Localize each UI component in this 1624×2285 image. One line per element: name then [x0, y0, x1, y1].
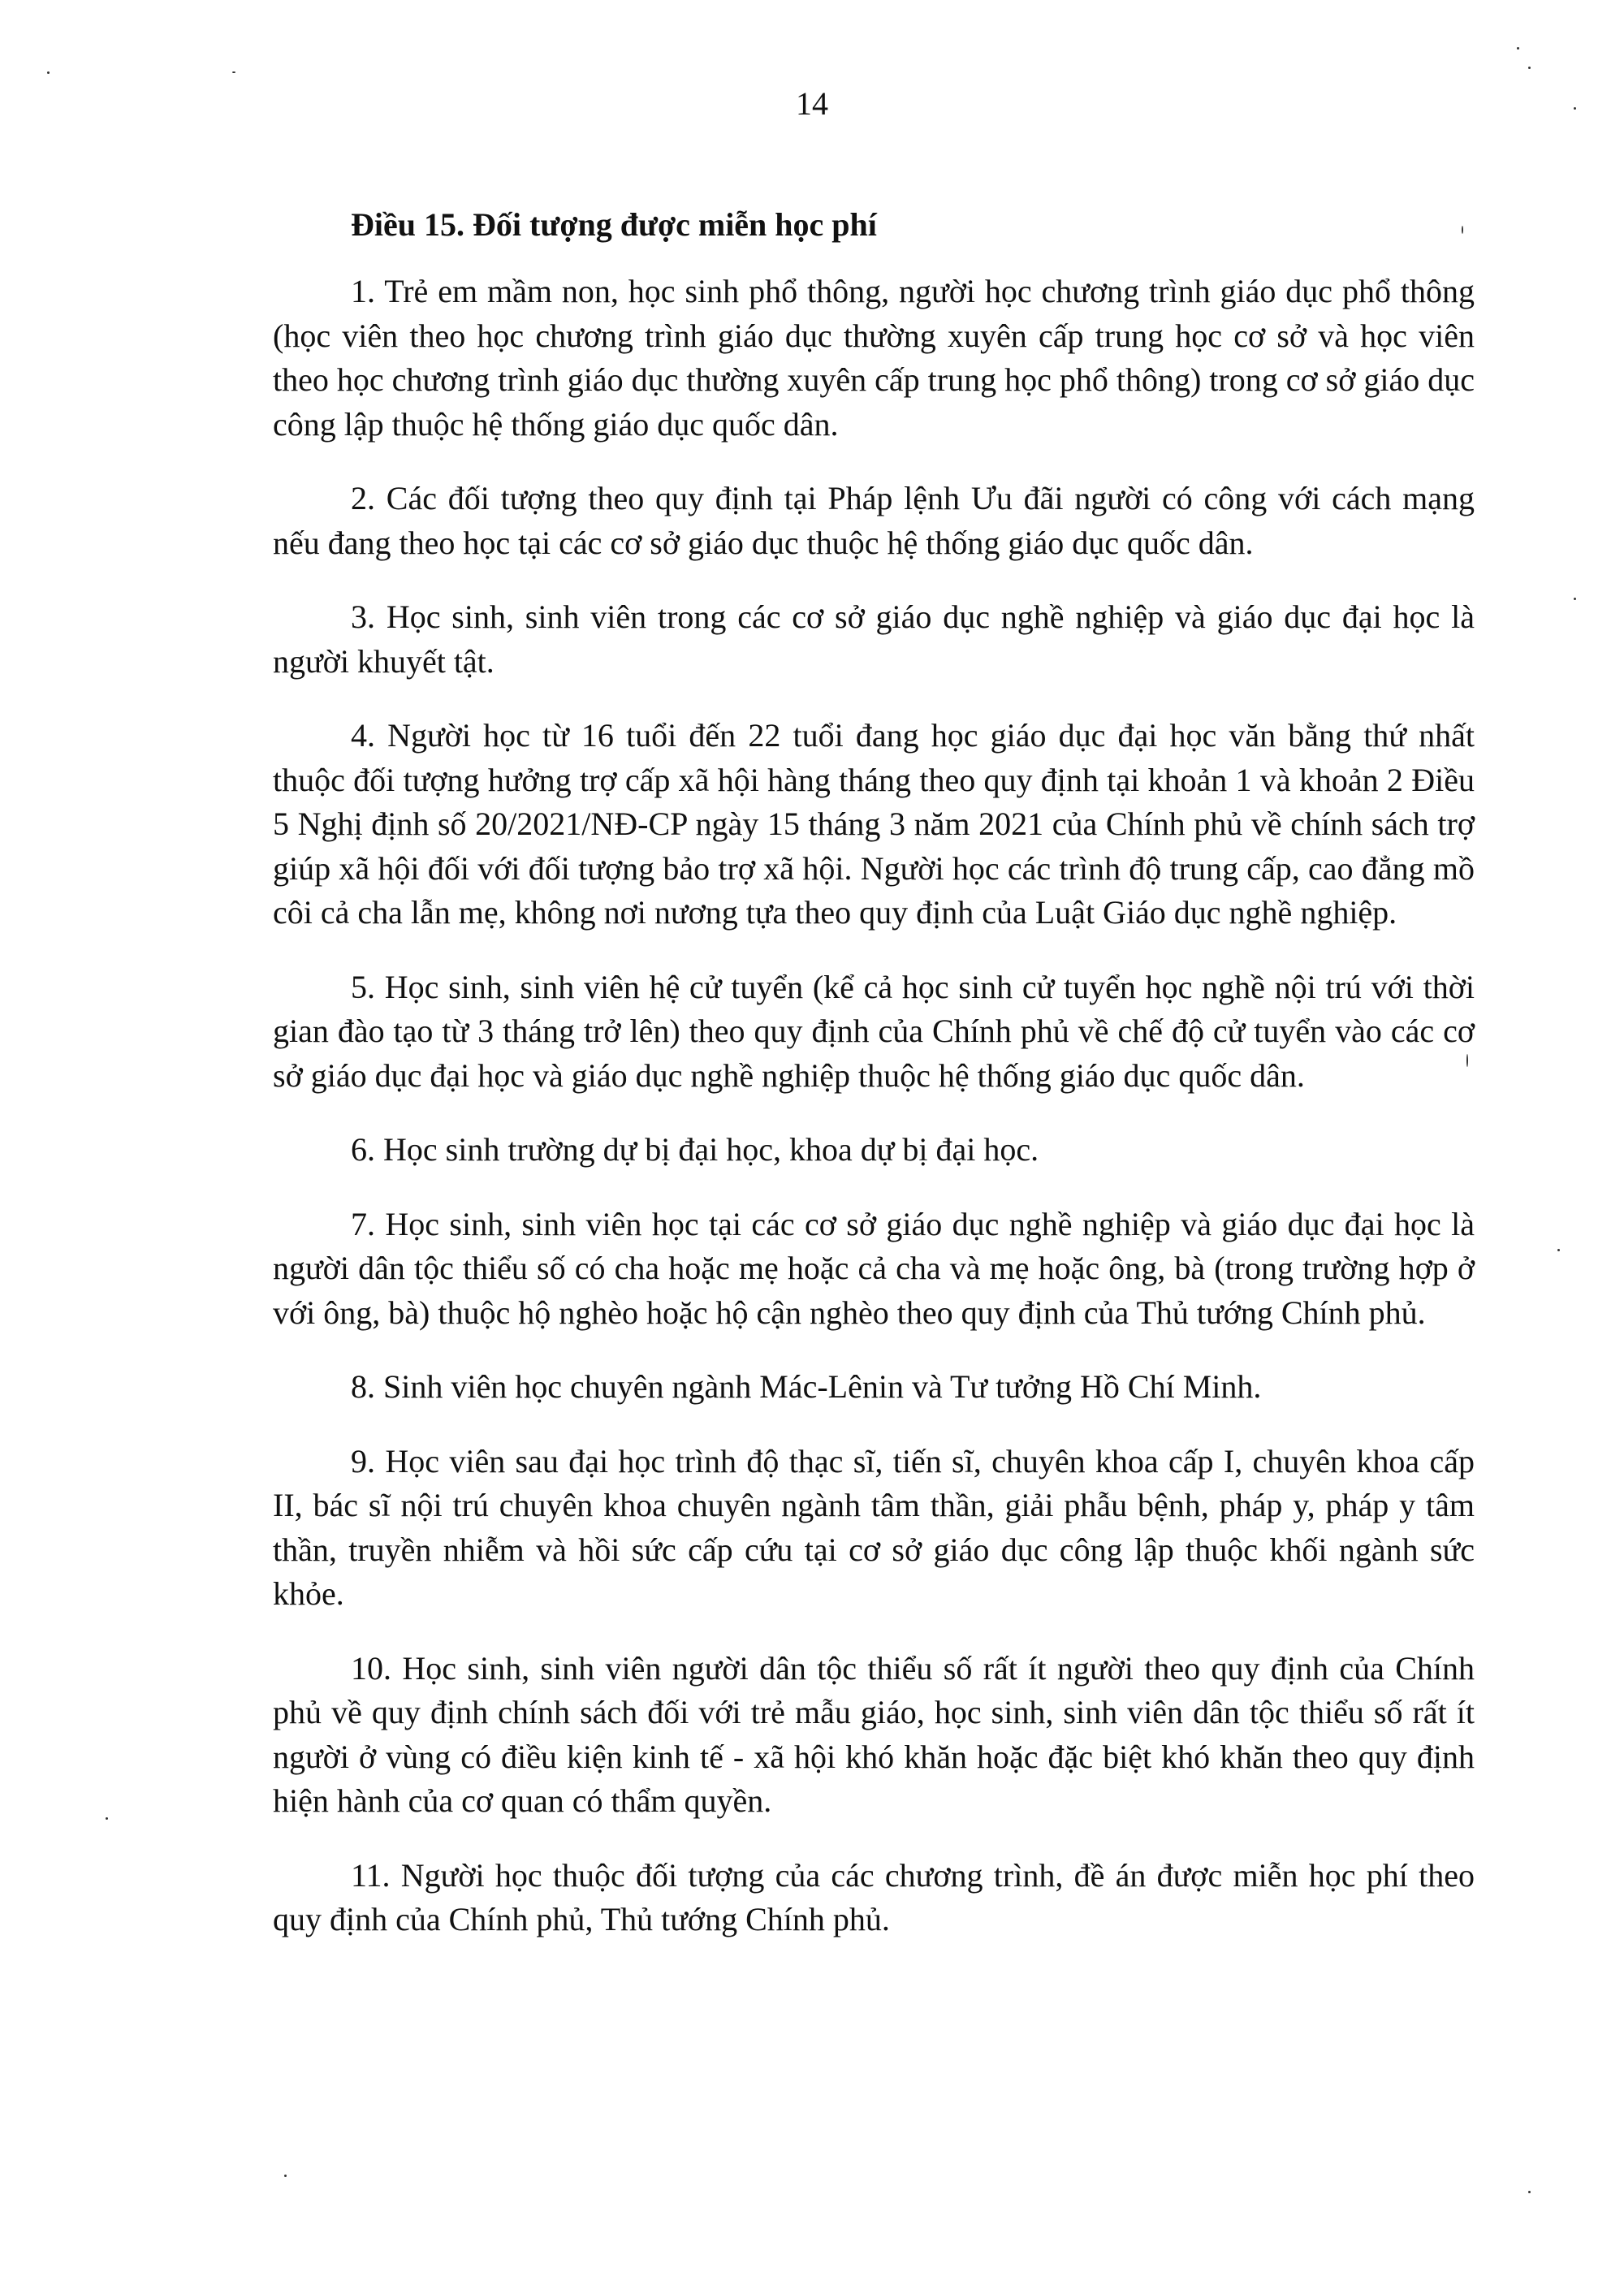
article-title: Điều 15. Đối tượng được miễn học phí — [351, 206, 877, 243]
clause-1: 1. Trẻ em mầm non, học sinh phổ thông, người học chương trình giáo dục phổ thông (học viên theo học chương trình giáo dục thường xuyên cấp trung học cơ sở và học viên theo học chương trình giáo dục thường xuyên cấp trung học phổ thông) trong cơ sở giáo dục công lập thuộc hệ thống giáo dục quốc dân. — [273, 273, 1475, 443]
document-body — [273, 203, 1475, 1972]
clause-2: 2. Các đối tượng theo quy định tại Pháp lệnh Ưu đãi người có công với cách mạng nếu đang theo học tại các cơ sở giáo dục thuộc hệ thống giáo dục quốc dân. — [273, 480, 1475, 561]
scan-speck — [1528, 67, 1531, 69]
scan-speck — [1466, 1054, 1468, 1067]
clause-6: 6. Học sinh trường dự bị đại học, khoa dự bị đại học. — [351, 1131, 1039, 1168]
scan-speck — [1517, 47, 1519, 50]
clause-8: 8. Sinh viên học chuyên ngành Mác-Lênin và Tư tưởng Hồ Chí Minh. — [351, 1368, 1262, 1405]
scan-speck — [1557, 1249, 1560, 1251]
clause-10: 10. Học sinh, sinh viên người dân tộc thiểu số rất ít người theo quy định của Chính phủ về quy định chính sách đối với trẻ mẫu giáo, học sinh, sinh viên dân tộc thiểu số rất ít người ở vùng có điều kiện kinh tế - xã hội khó khăn hoặc đặc biệt khó khăn theo quy định hiện hành của cơ quan có thẩm quyền. — [273, 1649, 1475, 1819]
scan-speck — [47, 71, 50, 74]
scan-speck — [1462, 226, 1463, 234]
clause-3: 3. Học sinh, sinh viên trong các cơ sở giáo dục nghề nghiệp và giáo dục đại học là người khuyết tật. — [273, 598, 1475, 680]
scan-speck — [284, 2175, 287, 2177]
clause-4: 4. Người học từ 16 tuổi đến 22 tuổi đang học giáo dục đại học văn bằng thứ nhất thuộc đối tượng hưởng trợ cấp xã hội hàng tháng theo quy định tại khoản 1 và khoản 2 Điều 5 Nghị định số 20/2021/NĐ-CP ngày 15 tháng 3 năm 2021 của Chính phủ về chính sách trợ giúp xã hội đối với đối tượng bảo trợ xã hội. Người học các trình độ trung cấp, cao đẳng mồ côi cả cha lẫn mẹ, không nơi nương tựa theo quy định của Luật Giáo dục nghề nghiệp. — [273, 717, 1475, 931]
scan-speck — [106, 1817, 108, 1820]
scan-speck — [232, 71, 235, 73]
page-number: 14 — [796, 85, 828, 122]
scan-speck — [1528, 2191, 1531, 2193]
clause-11: 11. Người học thuộc đối tượng của các chương trình, đề án được miễn học phí theo quy định của Chính phủ, Thủ tướng Chính phủ. — [273, 1856, 1475, 1937]
scan-speck — [1574, 107, 1576, 110]
clause-7: 7. Học sinh, sinh viên học tại các cơ sở giáo dục nghề nghiệp và giáo dục đại học là người dân tộc thiểu số có cha hoặc mẹ hoặc cả cha và mẹ hoặc ông, bà (trong trường hợp ở với ông, bà) thuộc hộ nghèo hoặc hộ cận nghèo theo quy định của Thủ tướng Chính phủ. — [273, 1205, 1475, 1331]
clause-9: 9. Học viên sau đại học trình độ thạc sĩ, tiến sĩ, chuyên khoa cấp I, chuyên khoa cấp II, bác sĩ nội trú chuyên khoa chuyên ngành tâm thần, giải phẫu bệnh, pháp y, pháp y tâm thần, truyền nhiễm và hồi sức cấp cứu tại cơ sở giáo dục công lập thuộc khối ngành sức khỏe. — [273, 1442, 1475, 1612]
scan-speck — [1574, 598, 1576, 600]
clause-5: 5. Học sinh, sinh viên hệ cử tuyển (kể cả học sinh cử tuyển học nghề nội trú với thời gian đào tạo từ 3 tháng trở lên) theo quy định của Chính phủ về chế độ cử tuyển vào các cơ sở giáo dục đại học và giáo dục nghề nghiệp thuộc hệ thống giáo dục quốc dân. — [273, 968, 1475, 1094]
